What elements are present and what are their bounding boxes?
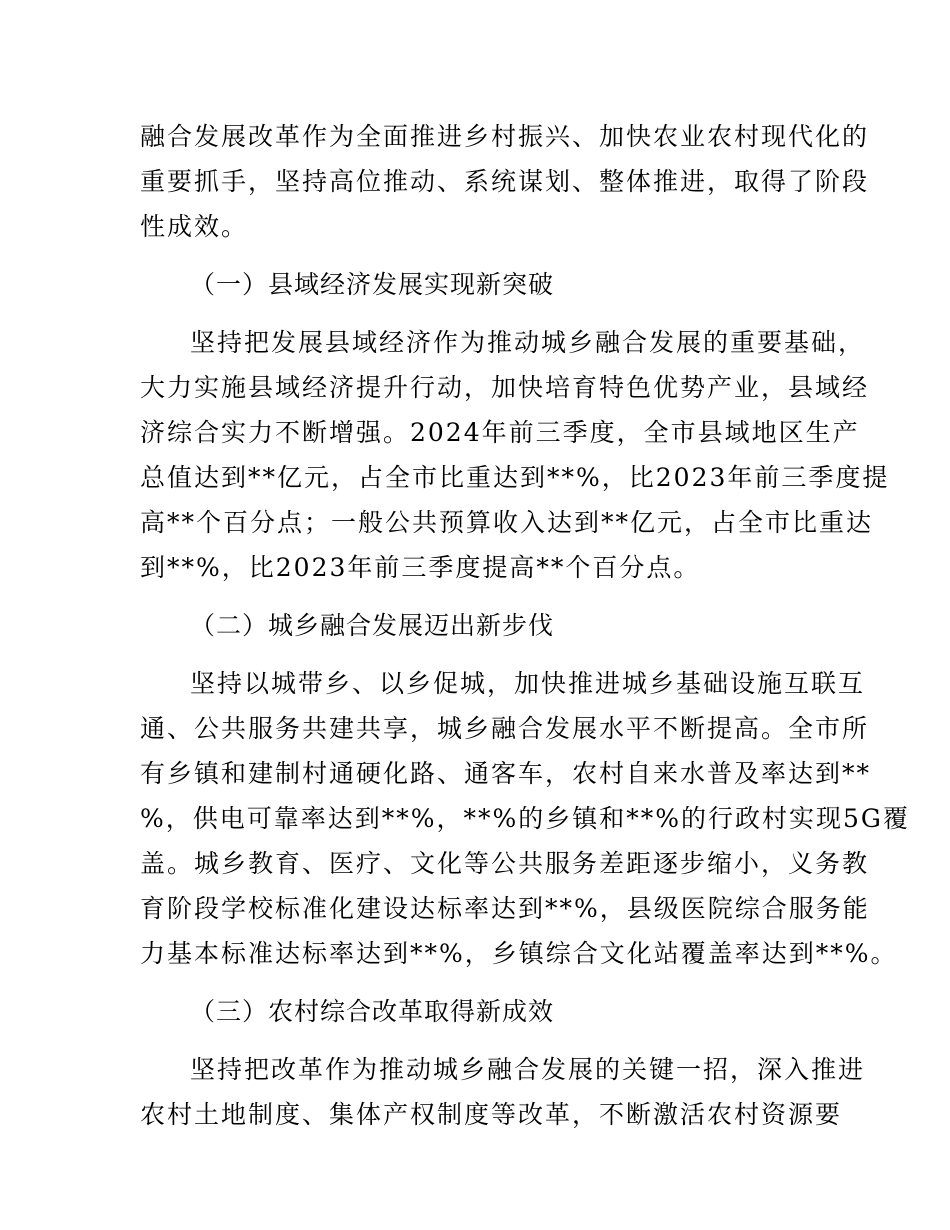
text-line: 有乡镇和建制村通硬化路、通客车，农村自来水普及率达到** xyxy=(140,759,872,788)
text-line: 总值达到**亿元，占全市比重达到**%，比2023年前三季度提 xyxy=(140,463,890,492)
text-line: 高**个百分点；一般公共预算收入达到**亿元，占全市比重达 xyxy=(140,508,874,537)
text-line: 力基本标准达标率达到**%，乡镇综合文化站覆盖率达到**%。 xyxy=(140,939,898,968)
text-line: 盖。城乡教育、医疗、文化等公共服务差距逐步缩小，义务教 xyxy=(140,849,870,878)
text-line: 到**%，比2023年前三季度提高**个百分点。 xyxy=(140,553,701,582)
text-line: 农村土地制度、集体产权制度等改革，不断激活农村资源要 xyxy=(140,1100,843,1129)
section-heading-1: （一）县域经济发展实现新突破 xyxy=(190,270,555,299)
text-line: 融合发展改革作为全面推进乡村振兴、加快农业农村现代化的 xyxy=(140,122,870,151)
section-2-paragraph xyxy=(140,661,910,976)
intro-paragraph xyxy=(140,114,870,249)
section-heading-2: （二）城乡融合发展迈出新步伐 xyxy=(190,611,555,640)
text-line: 重要抓手，坚持高位推动、系统谋划、整体推进，取得了阶段 xyxy=(140,167,870,196)
text-line: 坚持把改革作为推动城乡融合发展的关键一招，深入推进 xyxy=(190,1055,866,1084)
text-line: %，供电可靠率达到**%，**%的乡镇和**%的行政村实现5G覆 xyxy=(140,804,910,833)
text-line: 坚持把发展县域经济作为推动城乡融合发展的重要基础， xyxy=(190,328,866,357)
text-line: 大力实施县域经济提升行动，加快培育特色优势产业，县域经 xyxy=(140,373,870,402)
text-line: 性成效。 xyxy=(140,212,249,241)
text-line: 坚持以城带乡、以乡促城，加快推进城乡基础设施互联互 xyxy=(190,669,866,698)
section-1-paragraph xyxy=(140,320,890,590)
section-3-paragraph xyxy=(140,1047,866,1137)
text-line: 通、公共服务共建共享，城乡融合发展水平不断提高。全市所 xyxy=(140,714,870,743)
text-line: 育阶段学校标准化建设达标率达到**%，县级医院综合服务能 xyxy=(140,894,870,923)
text-line: 济综合实力不断增强。2024年前三季度，全市县域地区生产 xyxy=(140,418,860,447)
document-body xyxy=(140,114,910,1137)
section-heading-3: （三）农村综合改革取得新成效 xyxy=(190,997,555,1026)
